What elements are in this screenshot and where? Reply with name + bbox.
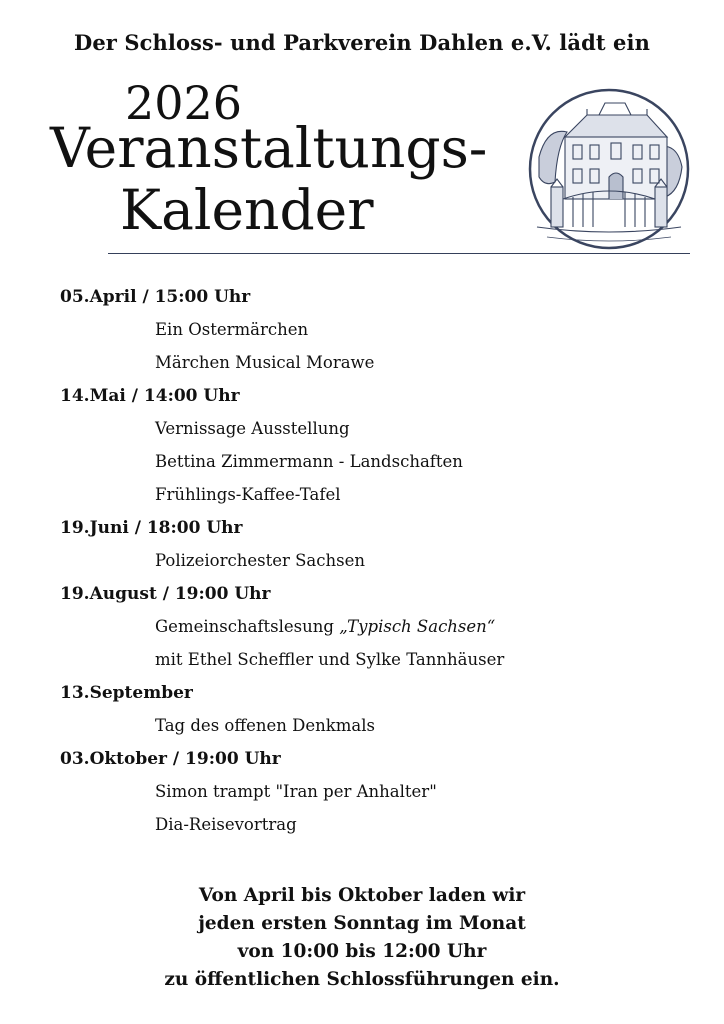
event-item [60, 286, 700, 374]
event-date: 13.September [60, 683, 193, 703]
event-list [60, 286, 700, 836]
castle-drawing-icon [527, 87, 691, 251]
event-date: 19.Juni / 18:00 Uhr [60, 518, 243, 538]
event-date: 03.Oktober / 19:00 Uhr [60, 749, 281, 769]
event-detail: Polizeiorchester Sachsen [155, 551, 365, 570]
event-detail: Dia-Reisevortrag [155, 815, 297, 834]
event-item [60, 583, 700, 671]
tour-notice-line: Von April bis Oktober laden wir [198, 885, 526, 906]
tour-notice-line: zu öffentlichen Schlossführungen ein. [164, 969, 560, 990]
event-detail: Vernissage Ausstellung [155, 419, 350, 438]
tour-notice [0, 882, 724, 994]
event-date: 14.Mai / 14:00 Uhr [60, 386, 240, 406]
event-detail: mit Ethel Scheffler und Sylke Tannhäuser [155, 650, 505, 669]
tour-notice-line: jeden ersten Sonntag im Monat [198, 913, 526, 934]
title-line-1: Veranstaltungs- [50, 116, 488, 180]
event-detail: Bettina Zimmermann - Landschaften [155, 452, 463, 471]
event-item [60, 682, 700, 737]
event-detail: Märchen Musical Morawe [155, 353, 375, 372]
title-year: 2026 [125, 76, 243, 130]
tour-notice-line: von 10:00 bis 12:00 Uhr [237, 941, 487, 962]
event-detail: Simon trampt "Iran per Anhalter" [155, 782, 437, 801]
event-date: 19.August / 19:00 Uhr [60, 584, 271, 604]
event-detail: Tag des offenen Denkmals [155, 716, 375, 735]
invitation-heading: Der Schloss- und Parkverein Dahlen e.V. lädt ein [74, 30, 650, 55]
event-detail-prefix: Gemeinschaftslesung [155, 617, 340, 636]
event-detail: Ein Ostermärchen [155, 320, 309, 339]
event-detail: Frühlings-Kaffee-Tafel [155, 485, 341, 504]
event-detail-title: „Typisch Sachsen“ [339, 617, 496, 636]
event-item [60, 385, 700, 506]
title-divider [108, 253, 690, 254]
event-item [60, 517, 700, 572]
event-date: 05.April / 15:00 Uhr [60, 287, 251, 307]
event-detail [155, 616, 700, 638]
title-line-2: Kalender [120, 178, 374, 242]
event-item [60, 748, 700, 836]
